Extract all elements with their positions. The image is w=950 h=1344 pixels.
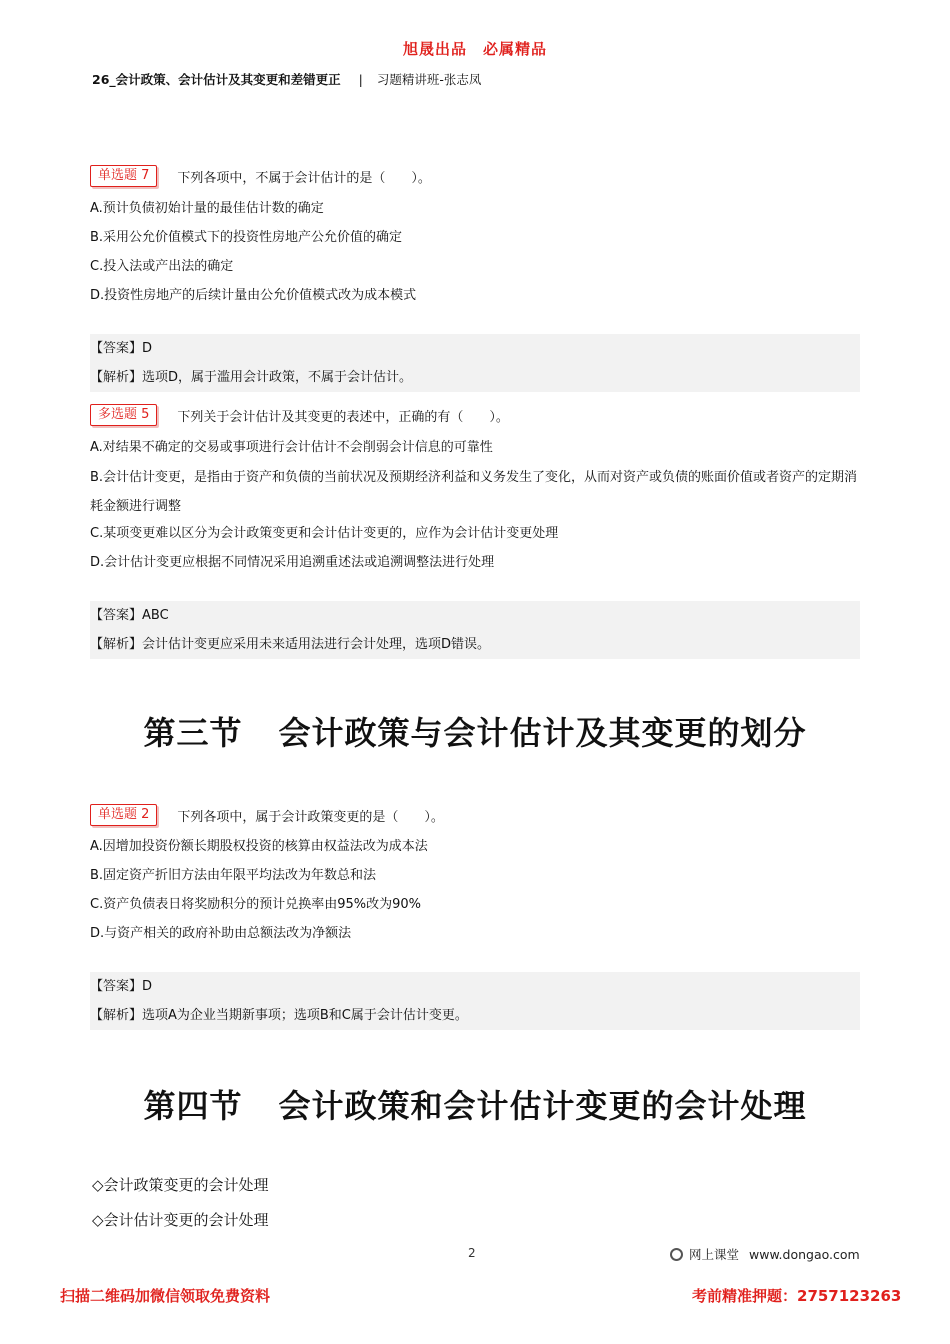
option-c: C.投入法或产出法的确定 bbox=[90, 259, 234, 274]
option-c: C.资产负债表日将奖励积分的预计兑换率由95%改为90% bbox=[90, 897, 421, 912]
question-header bbox=[90, 403, 509, 427]
section-name: 会计政策与会计估计及其变更的划分 bbox=[278, 714, 807, 752]
option-a: A.因增加投资份额长期股权投资的核算由权益法改为成本法 bbox=[90, 839, 428, 854]
website-link[interactable]: www.dongao.com bbox=[749, 1246, 860, 1262]
bullet-item: ◇会计政策变更的会计处理 bbox=[92, 1176, 269, 1194]
document-title: 26_会计政策、会计估计及其变更和差错更正 bbox=[92, 72, 341, 87]
bullet-item: ◇会计估计变更的会计处理 bbox=[92, 1211, 269, 1229]
option-b: B.固定资产折旧方法由年限平均法改为年数总和法 bbox=[90, 868, 377, 883]
header-separator: | bbox=[358, 72, 363, 87]
option-b: B.会计估计变更，是指由于资产和负债的当前状况及预期经济利益和义务发生了变化，从而对资产或负债的账面价值或者资产的定期消耗金额进行调整 bbox=[90, 470, 858, 514]
section-title bbox=[0, 708, 950, 754]
question-stem: 下列关于会计估计及其变更的表述中，正确的有（ ）。 bbox=[177, 409, 509, 425]
question-stem: 下列各项中，属于会计政策变更的是（ ）。 bbox=[177, 809, 444, 825]
option-c: C.某项变更难以区分为会计政策变更和会计估计变更的，应作为会计估计变更处理 bbox=[90, 526, 559, 541]
option-a: A.对结果不确定的交易或事项进行会计估计不会削弱会计信息的可靠性 bbox=[90, 440, 493, 455]
document-header bbox=[92, 70, 481, 88]
brand-name: 网上课堂 bbox=[689, 1247, 740, 1262]
answer-box bbox=[90, 601, 860, 659]
section-number: 第四节 bbox=[143, 1087, 243, 1125]
analysis: 【解析】会计估计变更应采用未来适用法进行会计处理，选项D错误。 bbox=[90, 637, 491, 652]
option-d: D.与资产相关的政府补助由总额法改为净额法 bbox=[90, 926, 352, 941]
question-header bbox=[90, 164, 431, 188]
question-type-tag: 多选题 5 bbox=[90, 404, 157, 426]
page-number: 2 bbox=[468, 1246, 476, 1260]
answer-box bbox=[90, 334, 860, 392]
question-type-tag: 单选题 7 bbox=[90, 165, 157, 187]
promo-right: 考前精准押题：2757123263 bbox=[692, 1287, 902, 1305]
answer: 【答案】ABC bbox=[90, 608, 169, 623]
option-a: A.预计负债初始计量的最佳估计数的确定 bbox=[90, 201, 324, 216]
option-b: B.采用公允价值模式下的投资性房地产公允价值的确定 bbox=[90, 230, 403, 245]
option-d: D.会计估计变更应根据不同情况采用追溯重述法或追溯调整法进行处理 bbox=[90, 555, 495, 570]
answer-box bbox=[90, 972, 860, 1030]
section-title bbox=[0, 1081, 950, 1127]
question-header bbox=[90, 803, 444, 827]
answer: 【答案】D bbox=[90, 341, 153, 356]
course-name: 习题精讲班-张志凤 bbox=[376, 72, 482, 87]
analysis: 【解析】选项D，属于滥用会计政策，不属于会计估计。 bbox=[90, 370, 413, 385]
analysis: 【解析】选项A为企业当期新事项；选项B和C属于会计估计变更。 bbox=[90, 1008, 468, 1023]
section-number: 第三节 bbox=[143, 714, 243, 752]
question-type-tag: 单选题 2 bbox=[90, 804, 157, 826]
brand-slogan: 旭晟出品 必属精品 bbox=[402, 40, 547, 58]
promo-left: 扫描二维码加微信领取免费资料 bbox=[60, 1287, 271, 1305]
section-name: 会计政策和会计估计变更的会计处理 bbox=[278, 1087, 807, 1125]
option-d: D.投资性房地产的后续计量由公允价值模式改为成本模式 bbox=[90, 288, 417, 303]
answer: 【答案】D bbox=[90, 979, 153, 994]
brand-logo-icon bbox=[670, 1248, 683, 1261]
footer-brand bbox=[670, 1245, 860, 1263]
question-stem: 下列各项中，不属于会计估计的是（ ）。 bbox=[177, 170, 431, 186]
